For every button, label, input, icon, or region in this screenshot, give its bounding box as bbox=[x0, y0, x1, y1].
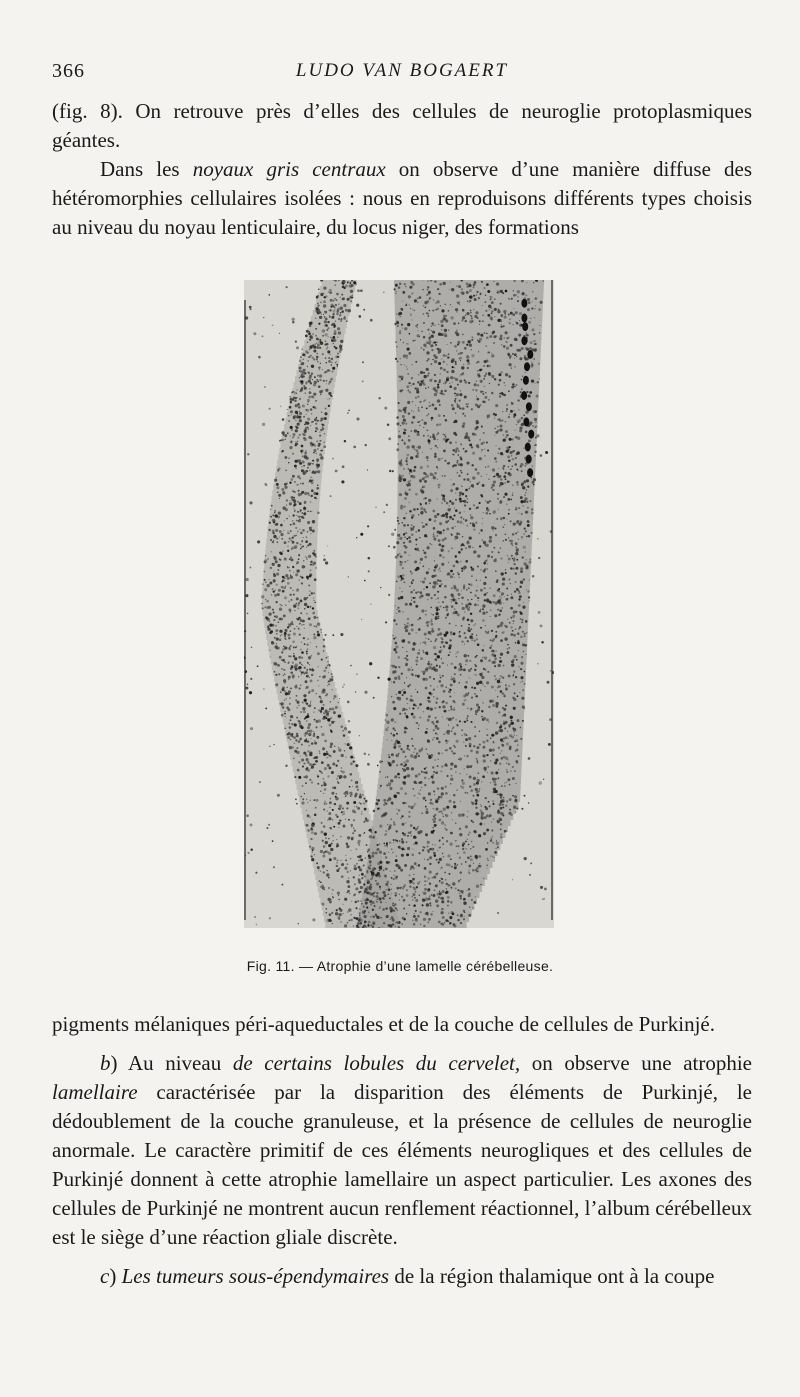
text-run: pigments mélaniques péri-aqueductales et de la couche de cellules de Purkinjé. bbox=[52, 1012, 716, 1036]
page-number: 366 bbox=[52, 60, 85, 82]
bottom-text-block bbox=[52, 1010, 752, 1291]
text-run: on observe une atrophie bbox=[520, 1051, 753, 1075]
paragraph-pigments bbox=[52, 1010, 752, 1039]
page-header bbox=[52, 60, 752, 90]
text-run: caractérisée par la disparition des éléments de Purkinjé, le dédoublement de la couche granuleuse, et la présence de cellules de neuroglie anormale. Le caractère primitif de ces éléments neurogliques et des cellules de Purkinjé donnent à cette atrophie lamellaire un aspect particulier. Les axones des cellules de Purkinjé ne montrent aucun renflement réactionnel, l’album cérébelleux est le siège d’une réaction gliale discrète. bbox=[52, 1080, 752, 1249]
text-run: de la région thalamique ont à la coupe bbox=[389, 1264, 715, 1288]
paragraph-fig8-continuation bbox=[52, 97, 752, 155]
paragraph-noyaux-gris bbox=[52, 155, 752, 242]
paragraph-c-tumeurs bbox=[52, 1262, 752, 1291]
text-run: Dans les bbox=[100, 157, 193, 181]
running-head: LUDO VAN BOGAERT bbox=[295, 60, 509, 81]
text-run: Les tumeurs sous-épendymaires bbox=[121, 1264, 390, 1288]
text-run: on observe d’une manière diffuse des hétéromorphies cellulaires isolées : nous en reproduisons différents types choisis au niveau du noyau lenticulaire, du locus niger, des formations bbox=[52, 157, 752, 239]
text-run: lamellaire bbox=[52, 1080, 138, 1104]
text-run: (fig. 8). On retrouve près d’elles des cellules de neuroglie protoplasmiques géantes. bbox=[52, 99, 752, 152]
paragraph-b-cervelet bbox=[52, 1049, 752, 1252]
text-run: ) bbox=[109, 1264, 122, 1288]
text-run: de certains lobules du cervelet, bbox=[232, 1051, 521, 1075]
figure-caption: Fig. 11. — Atrophie d’une lamelle cérébelleuse. bbox=[246, 958, 554, 974]
micrograph-image bbox=[244, 280, 554, 928]
figure-micrograph bbox=[244, 280, 554, 928]
top-text-block bbox=[52, 97, 752, 242]
text-run: c bbox=[100, 1264, 110, 1288]
text-run: ) Au niveau bbox=[110, 1051, 233, 1075]
text-run: b bbox=[100, 1051, 111, 1075]
text-run: noyaux gris centraux bbox=[192, 157, 386, 181]
